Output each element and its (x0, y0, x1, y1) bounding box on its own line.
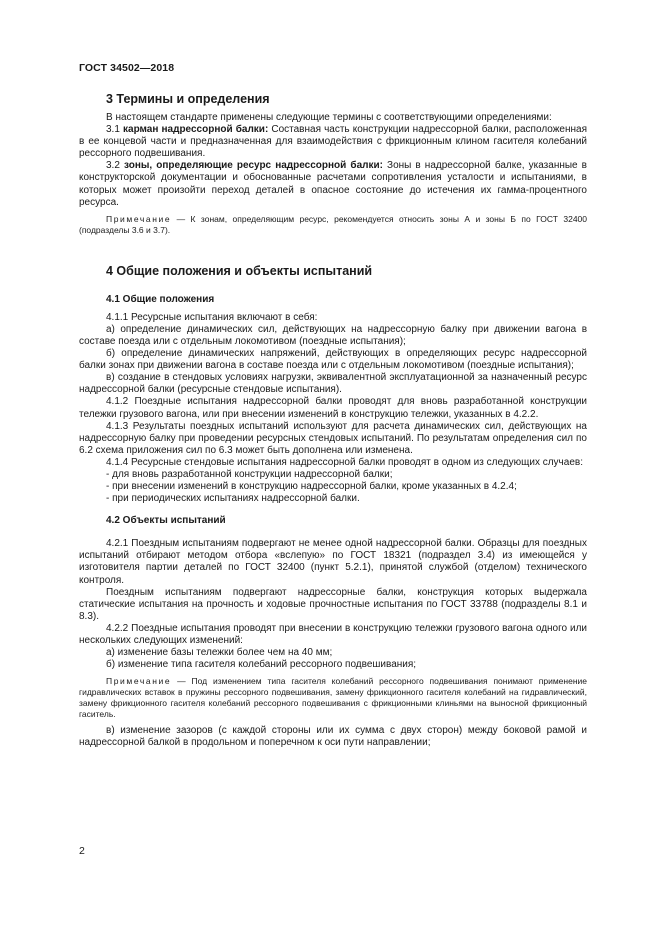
list-item: - при периодических испытаниях надрессорной балки. (106, 493, 360, 505)
section-3-intro: В настоящем стандарте применены следующие термины с соответствующими определениями: (106, 112, 552, 123)
paragraph-4-2-2-b: б) изменение типа гасителя колебаний рессорного подвешивания; (106, 659, 417, 671)
note-label: Примечание (106, 213, 172, 224)
paragraph-4-2-2-a: а) изменение базы тележки более чем на 40 мм; (106, 647, 333, 659)
note-section-4-2-2 (79, 676, 587, 720)
note-section-3 (79, 214, 587, 236)
term-3-2-definition: Зоны в надрессорной балке, указанные в конструкторской документации и обоснованные расчетами сопротивления усталости и испытаниями, в которых может произойти переход деталей в опасное состояние до истечения их гамма-процентного ресурса. (79, 160, 587, 208)
term-3-1 (79, 124, 587, 160)
section-3-title: 3 Термины и определения (106, 92, 270, 106)
subsection-4-1-title: 4.1 Общие положения (106, 293, 215, 305)
term-3-2 (79, 160, 587, 208)
paragraph-4-1-1-a: а) определение динамических сил, действующих на надрессорную балку при движении вагона в составе поезда или с отдельным локомотивом (поездные испытания); (79, 323, 587, 347)
note-text: — Под изменением типа гасителя колебаний рессорного подвешивания понимают применение гидравлических вставок в пружины рессорного подвешивания, замену фрикционного гасителя колебаний на гидравлический, замену фрикционного гасителя колебаний рессорного подвешивания с фрикционными клиньями на выносной фрикционный гаситель. (79, 676, 587, 720)
list-4-1-4 (79, 469, 587, 505)
paragraph-4-1-2: 4.1.2 Поездные испытания надрессорной балки проводят для вновь разработанной конструкции тележки грузового вагона, или при внесении изменений в конструкцию тележки, указанных в 4.2.2. (79, 396, 587, 420)
paragraph-4-2-1: 4.2.1 Поездным испытаниям подвергают не менее одной надрессорной балки. Образцы для поездных испытаний отбирают методом отбора «вслепую» по ГОСТ 18321 (подраздел 3.4) из имеющейся у изготовителя партии деталей по ГОСТ 32400 (пункт 5.2.1), принятой службой (отделом) технического контроля. (79, 538, 587, 586)
paragraph-4-1-1-b: б) определение динамических напряжений, действующих в определяющих ресурс надрессорной балки зонах при движении вагона в составе поезда или с отдельным локомотивом (поездные испытания); (79, 348, 587, 372)
term-3-2-number: 3.2 (106, 160, 124, 172)
page-content (79, 92, 587, 749)
note-label: Примечание (106, 676, 172, 687)
subsection-4-2-title: 4.2 Объекты испытаний (106, 515, 226, 527)
paragraph-4-1-1: 4.1.1 Ресурсные испытания включают в себя: (106, 311, 318, 323)
list-item: - при внесении изменений в конструкцию надрессорной балки, кроме указанных в 4.2.4; (106, 481, 517, 493)
term-3-2-term: зоны, определяющие ресурс надрессорной балки: (123, 160, 383, 172)
term-3-1-term: карман надрессорной балки: (123, 124, 269, 136)
section-4-title: 4 Общие положения и объекты испытаний (106, 263, 373, 278)
paragraph-4-1-4: 4.1.4 Ресурсные стендовые испытания надрессорной балки проводят в одном из следующих случаев: (106, 456, 583, 468)
list-item: - для вновь разработанной конструкции надрессорной балки; (106, 468, 393, 480)
term-3-1-number: 3.1 (106, 124, 123, 136)
term-3-1-definition: Составная часть конструкции надрессорной балки, расположенная в ее концевой части и предназначенная для взаимодействия с фрикционным клином гасителя колебаний рессорного подвешивания. (79, 124, 587, 160)
paragraph-4-1-3: 4.1.3 Результаты поездных испытаний используют для расчета динамических сил, действующих на надрессорную балку при проведении ресурсных стендовых испытаний. По результатам определения сил по 6.2 схема приложения сил по 6.3 может быть дополнена или изменена. (79, 420, 587, 456)
paragraph-4-2-2: 4.2.2 Поездные испытания проводят при внесении в конструкцию тележки грузового вагона одного или нескольких следующих изменений: (79, 622, 587, 646)
document-id: ГОСТ 34502—2018 (79, 62, 175, 74)
page-number: 2 (79, 845, 85, 857)
paragraph-4-2-1-b: Поездным испытаниям подвергают надрессорные балки, конструкция которых выдержала статические испытания на прочность и ходовые прочностные испытания по ГОСТ 33788 (подразделы 8.1 и 8.3). (79, 586, 587, 622)
paragraph-4-1-1-c: в) создание в стендовых условиях нагрузки, эквивалентной эксплуатационной за назначенный ресурс надрессорной балки (ресурсные стендовые испытания). (79, 372, 587, 396)
paragraph-4-2-2-c: в) изменение зазоров (с каждой стороны или их сумма с двух сторон) между боковой рамой и надрессорной балкой в продольном и поперечном к оси пути направлении; (79, 725, 587, 749)
note-text: — К зонам, определяющим ресурс, рекомендуется относить зоны А и зоны Б по ГОСТ 32400 (подразделы 3.6 и 3.7). (79, 213, 587, 235)
